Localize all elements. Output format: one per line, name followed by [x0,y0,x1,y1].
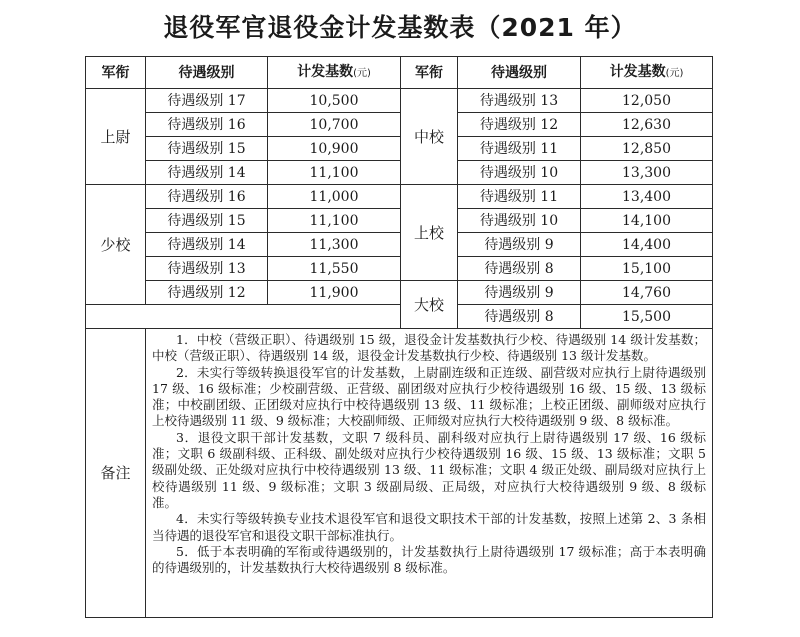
level-cell: 待遇级别 16 [146,185,268,209]
table-row [86,89,713,113]
table-row [86,161,713,185]
pension-base-table [85,56,713,618]
base-cell: 10,700 [268,113,401,137]
level-cell: 待遇级别 16 [146,113,268,137]
base-cell: 12,050 [581,89,713,113]
table-header-row [86,57,713,89]
table-row [86,257,713,281]
col-header-level: 待遇级别 [458,57,581,89]
notes-row [86,329,713,618]
notes-label: 备注 [86,329,146,618]
col-header-base-label: 计发基数 [297,63,354,80]
base-cell: 15,100 [581,257,713,281]
base-cell: 10,900 [268,137,401,161]
base-cell: 14,100 [581,209,713,233]
rank-cell: 中校 [401,89,458,185]
base-cell: 12,850 [581,137,713,161]
note-item: 2．未实行等级转换退役军官的计发基数，上尉副连级和正连级、副营级对应执行上尉待遇级别 17 级、16 级标准；少校副营级、正营级、副团级对应执行少校待遇级别 16 级、15 级、13 级标准；中校副团级、正团级对应执行中校待遇级别 13 级、11 级标准；上校正团级、副师级对应执行上校待遇级别 11 级、9 级标准；大校副师级、正师级对应执行大校待遇级别 9 级、8 级标准。 [152,364,706,429]
table-row [86,233,713,257]
base-cell: 15,500 [581,305,713,329]
col-header-rank: 军衔 [86,57,146,89]
table-row [86,209,713,233]
col-header-base-label: 计发基数 [609,63,666,80]
level-cell: 待遇级别 15 [146,137,268,161]
level-cell: 待遇级别 11 [458,137,581,161]
page-title: 退役军官退役金计发基数表（2021 年） [163,13,637,42]
table-row [86,113,713,137]
base-cell: 14,760 [581,281,713,305]
col-header-base [581,57,713,89]
base-cell: 11,100 [268,209,401,233]
table-row [86,137,713,161]
note-item: 1．中校（营级正职）、待遇级别 15 级，退役金计发基数执行少校、待遇级别 14 级计发基数；中校（营级正职）、待遇级别 14 级，退役金计发基数执行少校、待遇级别 13 级计发基数。 [152,332,706,364]
level-cell: 待遇级别 11 [458,185,581,209]
base-cell: 11,000 [268,185,401,209]
table-row [86,305,713,329]
level-cell: 待遇级别 9 [458,281,581,305]
base-cell: 13,400 [581,185,713,209]
rank-cell: 少校 [86,185,146,305]
rank-cell: 上校 [401,185,458,281]
level-cell: 待遇级别 15 [146,209,268,233]
rank-cell: 上尉 [86,89,146,185]
base-cell: 11,100 [268,161,401,185]
table-row [86,185,713,209]
notes-body [146,329,713,618]
level-cell: 待遇级别 10 [458,209,581,233]
level-cell: 待遇级别 13 [146,257,268,281]
level-cell: 待遇级别 9 [458,233,581,257]
level-cell: 待遇级别 8 [458,257,581,281]
base-cell: 11,550 [268,257,401,281]
col-header-level: 待遇级别 [146,57,268,89]
note-item: 5．低于本表明确的军衔或待遇级别的，计发基数执行上尉待遇级别 17 级标准；高于本表明确的待遇级别的，计发基数执行大校待遇级别 8 级标准。 [152,543,706,576]
level-cell: 待遇级别 17 [146,89,268,113]
note-item: 3．退役文职干部计发基数，文职 7 级科员、副科级对应执行上尉待遇级别 17 级、16 级标准；文职 6 级副科级、正科级、副处级对应执行少校待遇级别 16 级、15 级、13 级标准；文职 5 级副处级、正处级对应执行中校待遇级别 13 级、11 级标准；文职 4 级正处级、副局级对应执行上校待遇级别 11 级、9 级标准；文职 3 级副局级、正局级，对应执行大校待遇级别 9 级、8 级标准。 [152,429,706,510]
col-header-unit: (元) [353,67,371,79]
col-header-unit: (元) [665,67,684,79]
level-cell: 待遇级别 8 [458,305,581,329]
base-cell: 13,300 [581,161,713,185]
base-cell: 11,900 [268,281,401,305]
level-cell: 待遇级别 13 [458,89,581,113]
level-cell: 待遇级别 10 [458,161,581,185]
col-header-rank: 军衔 [401,57,458,89]
empty-cell [86,305,401,329]
level-cell: 待遇级别 12 [458,113,581,137]
note-item: 4．未实行等级转换专业技术退役军官和退役文职技术干部的计发基数，按照上述第 2、3 条相当待遇的退役军官和退役文职干部标准执行。 [152,511,706,543]
level-cell: 待遇级别 12 [146,281,268,305]
base-cell: 12,630 [581,113,713,137]
level-cell: 待遇级别 14 [146,161,268,185]
base-cell: 14,400 [581,233,713,257]
rank-cell: 大校 [401,281,458,329]
col-header-base [268,57,401,89]
base-cell: 10,500 [268,89,401,113]
level-cell: 待遇级别 14 [146,233,268,257]
table-row [86,281,713,305]
base-cell: 11,300 [268,233,401,257]
